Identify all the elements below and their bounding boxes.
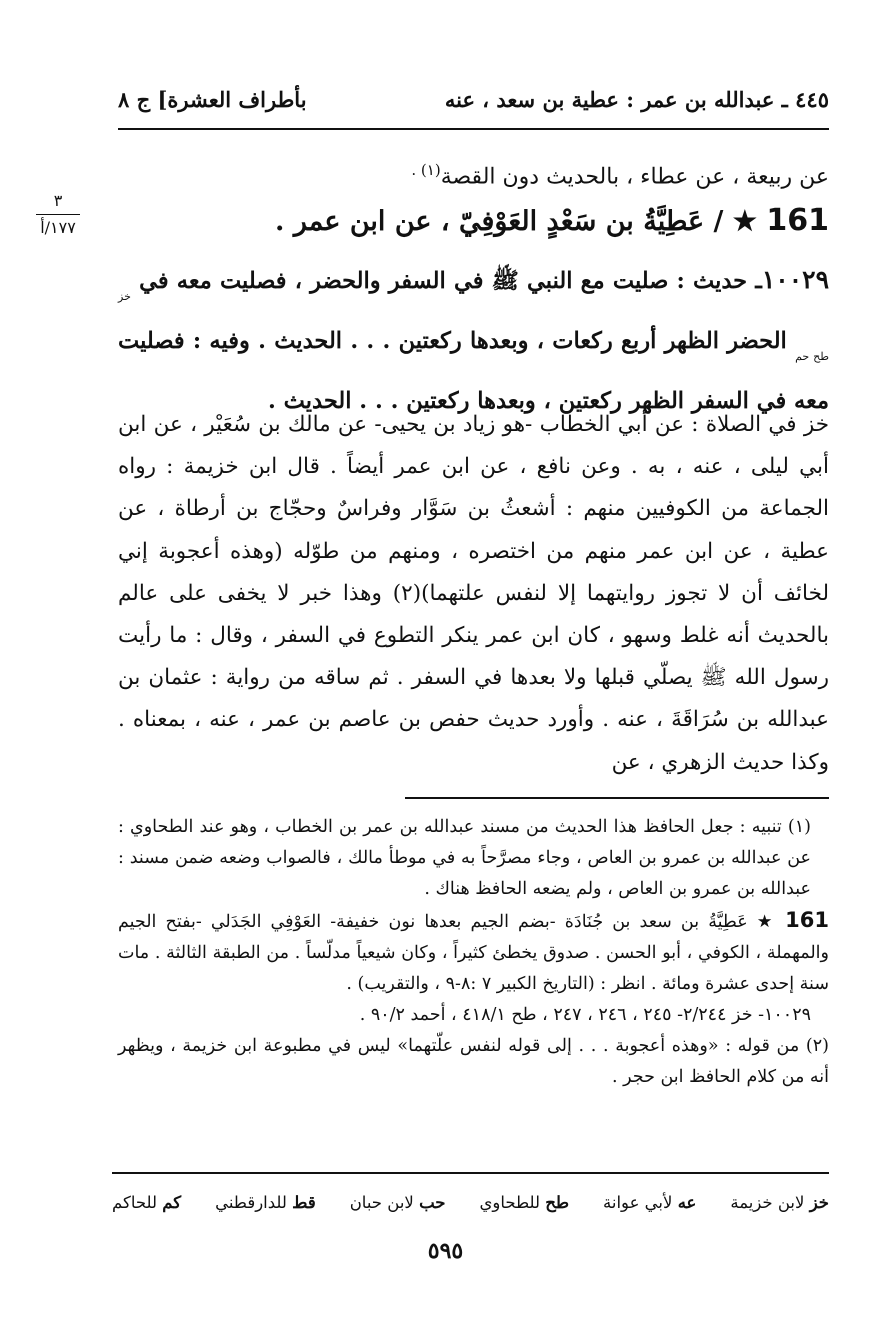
header-rule bbox=[118, 128, 829, 130]
running-header bbox=[118, 82, 829, 116]
bio-number: 161 bbox=[785, 908, 829, 932]
margin-note-bottom: ١٧٧/أ bbox=[40, 218, 76, 237]
hadith-block bbox=[118, 258, 829, 423]
footnotes bbox=[118, 812, 829, 1093]
header-right: بأطراف العشرة] ج ٨ bbox=[118, 86, 307, 112]
legend-item: طح للطحاوي bbox=[479, 1192, 570, 1212]
source-refs: ١٠٠٢٩- خز ٢/٢٤٤- ٢٤٥ ، ٢٤٦ ، ٢٤٧ ، طح ٤١٨/١ ، أحمد ٩٠/٢ . bbox=[359, 1005, 811, 1025]
legend-item: عه لأبي عوانة bbox=[603, 1192, 697, 1212]
legend-item: خز لابن خزيمة bbox=[730, 1192, 829, 1212]
page-number: ٥٩٥ bbox=[427, 1238, 464, 1264]
margin-note bbox=[28, 190, 88, 239]
commentary-text: خز في الصلاة : عن أبي الخطاب -هو زياد بن يحيى- عن مالك بن سُعَيْر ، عن ابن أبي ليلى ، عنه ، به . وعن نافع ، عن ابن عمر أيضاً . قال ابن خزيمة : رواه الجماعة من الكوفيين منهم : أشعثُ بن سَوَّار وفراسٌ وحجّاج بن أرطاة ، عن عطية ، عن ابن عمر منهم من اختصره ، ومنهم من طوّله (وهذه أعجوبة إني لخائف أن لا تجوز روايتهما إلا لنفس علتهما)(٢) وهذا خبر لا يخفى على عالم بالحديث أنه غلط وسهو ، كان ابن عمر ينكر التطوع في السفر ، وقال : ما رأيت رسول الله ﷺ يصلّي قبلها ولا بعدها في السفر . ثم ساقه من رواية : عثمان بن عبدالله بن سُرَاقَةَ ، عنه . وأورد حديث حفص بن عاصم بن عمر ، عنه ، بمعناه . وكذا حديث الزهري ، عن bbox=[118, 412, 830, 775]
intro-line bbox=[118, 150, 829, 197]
intro-footnote-ref: (١) . bbox=[411, 161, 441, 179]
sigla-legend bbox=[112, 1184, 829, 1220]
legend-item: حب لابن حبان bbox=[349, 1192, 446, 1212]
hadith-text-b: الحضر الظهر أربع ركعات ، وبعدها ركعتين . . . الحديث . وفيه : فصليت معه في السفر الظهر ركعتين ، وبعدها ركعتين . . . الحديث . bbox=[118, 328, 829, 414]
intro-text: عن ربيعة ، عن عطاء ، بالحديث دون القصة bbox=[440, 164, 829, 190]
bio-note bbox=[118, 905, 829, 1000]
legend-rule bbox=[112, 1172, 829, 1174]
hadith-number: ١٠٠٢٩ bbox=[761, 265, 829, 294]
narrator-heading-text: ★ / عَطِيَّةُ بن سَعْدٍ العَوْفِيّ ، عن ابن عمر . bbox=[275, 206, 757, 237]
narrator-number: 161 bbox=[766, 203, 829, 238]
bio-text: ★ عَطِيَّةُ بن سعد بن جُنَادَة -بضم الجيم بعدها نون خفيفة- العَوْفِي الجَدَلي -بفتح الجيم والمهملة ، الكوفي ، أبو الحسن . صدوق يخطئ كثيراً ، وكان شيعياً مدلّساً . من الطبقة الثالثة . مات سنة إحدى عشرة ومائة . انظر : (التاريخ الكبير ٧ :٨-٩ ، والتقريب) . bbox=[118, 912, 829, 994]
footnote-1: (١) تنبيه : جعل الحافظ هذا الحديث من مسند عبدالله بن عمر بن الخطاب ، وهو عند الطحاوي : عن عبدالله بن عمرو بن العاص ، وجاء مصرَّحاً به في موطأ مالك ، فالصواب وضعه ضمن مسند : عبدالله بن عمرو بن العاص ، ولم يضعه الحافظ هناك . bbox=[118, 817, 811, 899]
legend-item: قط للدارقطني bbox=[215, 1192, 316, 1212]
narrator-heading bbox=[118, 196, 829, 247]
hadith-sigla: خز طح حم bbox=[118, 290, 829, 363]
legend-item: كم للحاكم bbox=[112, 1192, 182, 1212]
footnote-2: (٢) من قوله : «وهذه أعجوبة . . . إلى قوله لنفس علّتهما» ليس في مطبوعة ابن خزيمة ، ويظهر أنه من كلام الحافظ ابن حجر . bbox=[118, 1036, 829, 1087]
commentary-paragraph bbox=[118, 404, 829, 784]
footnote-rule bbox=[405, 797, 829, 799]
hadith-text-a: ـ حديث : صليت مع النبي ﷺ في السفر والحضر ، فصليت معه في bbox=[139, 268, 762, 294]
margin-note-top: ٣ bbox=[53, 191, 63, 210]
header-left: ٤٤٥ ـ عبدالله بن عمر : عطية بن سعد ، عنه bbox=[444, 86, 829, 112]
margin-note-line bbox=[36, 214, 80, 215]
